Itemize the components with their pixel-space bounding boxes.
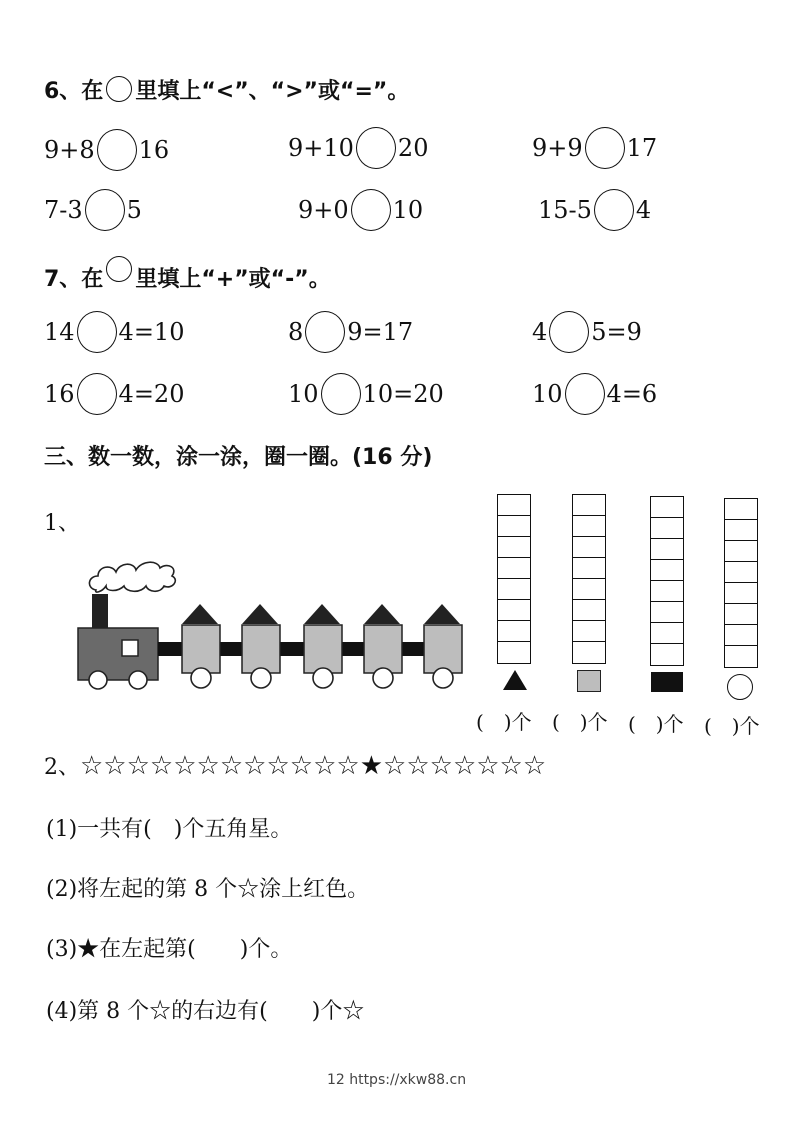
section-3-heading: 三、数一数，涂一涂，圈一圈。(16 分)	[44, 445, 433, 470]
white-stars-after: ☆☆☆☆☆☆☆	[383, 751, 547, 781]
carriage	[242, 604, 280, 688]
q6-item	[538, 188, 651, 232]
q6-heading	[44, 74, 409, 105]
q6-left: 7-3	[44, 196, 83, 224]
q7-left: 4	[532, 318, 548, 346]
circle-shape	[313, 668, 333, 688]
q7-prefix: 7、在	[44, 267, 104, 292]
q7-left: 10	[532, 380, 563, 408]
answer-circle[interactable]	[549, 311, 589, 353]
q7-left: 16	[44, 380, 75, 408]
triangle-shape	[424, 604, 460, 624]
q6-left: 9+8	[44, 136, 95, 164]
q7-left: 14	[44, 318, 75, 346]
answer-blank[interactable]: ( )个	[704, 714, 760, 738]
count-column-triangle[interactable]	[497, 494, 531, 664]
engine-body	[78, 628, 158, 680]
q6-left: 9+9	[532, 134, 583, 162]
smoke-icon	[89, 562, 175, 592]
answer-circle[interactable]	[594, 189, 634, 231]
answer-circle[interactable]	[77, 373, 117, 415]
q6-left: 9+0	[298, 196, 349, 224]
carriage	[304, 604, 342, 688]
answer-blank[interactable]: ( )个	[552, 710, 608, 734]
q7-right: 10=20	[362, 380, 444, 408]
q7-right: 4=6	[606, 380, 658, 408]
q7-item	[288, 372, 444, 416]
count-column-rectangle[interactable]	[650, 496, 684, 666]
q7-left: 8	[288, 318, 304, 346]
answer-circle[interactable]	[77, 311, 117, 353]
q7-heading	[44, 256, 331, 293]
q6-right: 20	[397, 134, 429, 162]
q7-item	[288, 310, 413, 354]
q7-item	[44, 310, 184, 354]
triangle-shape	[304, 604, 340, 624]
black-star-icon: ★	[359, 751, 384, 781]
train-illustration	[72, 542, 472, 692]
square-shape	[424, 625, 462, 673]
black-rectangle-icon	[651, 672, 683, 692]
circle-shape	[373, 668, 393, 688]
carriage	[364, 604, 402, 688]
part-2-item-3: (3)★在左起第( )个。	[46, 937, 293, 962]
q7-left: 10	[288, 380, 319, 408]
q6-right: 16	[138, 136, 170, 164]
part-2-item-1: (1)一共有( )个五角星。	[46, 817, 293, 842]
circle-icon	[106, 256, 132, 282]
circle-shape	[129, 671, 147, 689]
q7-right: 5=9	[591, 318, 642, 346]
carriage	[424, 604, 462, 688]
q7-item	[44, 372, 184, 416]
circle-shape	[89, 671, 107, 689]
count-column-square[interactable]	[572, 494, 606, 664]
answer-circle[interactable]	[321, 373, 361, 415]
circle-icon	[106, 76, 132, 102]
q6-right: 5	[126, 196, 142, 224]
q6-right: 10	[392, 196, 424, 224]
gray-square-icon	[577, 670, 601, 692]
answer-blank[interactable]: ( )个	[628, 712, 684, 736]
engine-window	[122, 640, 138, 656]
answer-circle[interactable]	[585, 127, 625, 169]
q6-right: 17	[626, 134, 658, 162]
triangle-icon	[500, 668, 530, 692]
answer-circle[interactable]	[305, 311, 345, 353]
q6-prefix: 6、在	[44, 79, 104, 104]
answer-circle[interactable]	[97, 129, 137, 171]
q6-item	[44, 188, 142, 232]
answer-circle[interactable]	[356, 127, 396, 169]
count-column-circle[interactable]	[724, 498, 758, 668]
q6-item	[532, 126, 657, 170]
triangle-shape	[364, 604, 400, 624]
q6-left: 9+10	[288, 134, 354, 162]
square-shape	[242, 625, 280, 673]
answer-circle[interactable]	[351, 189, 391, 231]
q6-right: 4	[635, 196, 652, 224]
part-2-stars-line	[44, 750, 546, 781]
q7-right: 9=17	[347, 318, 414, 346]
part-2-item-4: (4)第 8 个☆的右边有( )个☆	[46, 999, 365, 1024]
answer-circle[interactable]	[85, 189, 125, 231]
q7-item	[532, 372, 657, 416]
square-shape	[364, 625, 402, 673]
part-2-label: 2、	[44, 755, 80, 780]
circle-shape	[251, 668, 271, 688]
answer-blank[interactable]: ( )个	[476, 710, 532, 734]
q6-suffix: 里填上“<”、“>”或“=”。	[135, 79, 410, 104]
square-shape	[304, 625, 342, 673]
q6-item	[44, 128, 169, 172]
square-shape	[182, 625, 220, 673]
white-stars-before: ☆☆☆☆☆☆☆☆☆☆☆☆	[80, 751, 360, 781]
q7-right: 4=20	[118, 380, 185, 408]
chimney	[92, 594, 108, 628]
page-footer: 12 https://xkw88.cn	[326, 1072, 467, 1088]
triangle-shape	[242, 604, 278, 624]
q6-item	[288, 126, 428, 170]
q7-suffix: 里填上“+”或“-”。	[135, 267, 331, 292]
q6-left: 15-5	[538, 196, 592, 224]
answer-circle[interactable]	[565, 373, 605, 415]
circle-shape	[433, 668, 453, 688]
part-2-item-2: (2)将左起的第 8 个☆涂上红色。	[46, 877, 370, 902]
triangle-shape	[182, 604, 218, 624]
circle-shape	[191, 668, 211, 688]
part-1-label: 1、	[44, 511, 80, 536]
q7-right: 4=10	[118, 318, 185, 346]
carriage	[182, 604, 220, 688]
q6-item	[298, 188, 423, 232]
q7-item	[532, 310, 642, 354]
circle-icon	[727, 674, 753, 700]
